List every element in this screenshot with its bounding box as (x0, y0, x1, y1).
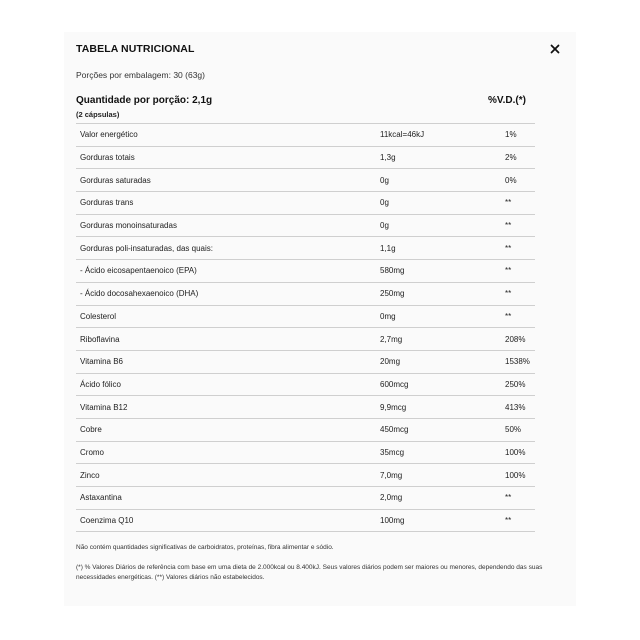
table-row (76, 464, 535, 487)
nutrient-daily-value: ** (505, 198, 512, 208)
nutrition-table-panel (64, 32, 576, 606)
table-row (76, 147, 535, 170)
nutrient-amount: 1,1g (380, 243, 396, 253)
nutrient-daily-value: 413% (505, 402, 526, 412)
nutrient-daily-value: ** (505, 289, 512, 299)
nutrient-daily-value: 100% (505, 470, 526, 480)
table-row (76, 215, 535, 238)
nutrient-amount: 20mg (380, 357, 401, 367)
nutrient-amount: 0g (380, 175, 389, 185)
nutrient-amount: 1,3g (380, 153, 396, 163)
nutrient-daily-value: ** (505, 311, 512, 321)
nutrient-name: Vitamina B12 (80, 402, 128, 412)
nutrient-daily-value: 0% (505, 175, 517, 185)
footnote-nutrients: Não contém quantidades significativas de carboidratos, proteínas, fibra alimentar e sódio. (76, 544, 334, 551)
nutrient-amount: 450mcg (380, 425, 409, 435)
nutrient-amount: 100mg (380, 516, 405, 526)
nutrient-daily-value: ** (505, 516, 512, 526)
table-row (76, 283, 535, 306)
nutrient-daily-value: 100% (505, 447, 526, 457)
table-row (76, 351, 535, 374)
nutrient-amount: 35mcg (380, 447, 405, 457)
nutrient-amount: 600mcg (380, 379, 409, 389)
table-row (76, 374, 535, 397)
nutrient-name: Gorduras saturadas (80, 175, 151, 185)
nutrient-daily-value: 208% (505, 334, 526, 344)
table-row (76, 442, 535, 465)
nutrient-daily-value: 2% (505, 153, 517, 163)
close-icon (548, 42, 562, 56)
nutrient-name: - Ácido docosahexaenoico (DHA) (80, 289, 199, 299)
daily-value-header: %V.D.(*) (488, 95, 526, 106)
nutrient-daily-value: 1% (505, 130, 517, 140)
nutrient-name: Colesterol (80, 311, 117, 321)
table-row (76, 306, 535, 329)
nutrient-daily-value: ** (505, 243, 512, 253)
nutrient-amount: 2,0mg (380, 493, 403, 503)
nutrient-daily-value: 1538% (505, 357, 530, 367)
nutrient-amount: 250mg (380, 289, 405, 299)
nutrient-name: Gorduras monoinsaturadas (80, 221, 177, 231)
nutrient-amount: 0g (380, 221, 389, 231)
footnote-daily-values: (*) % Valores Diários de referência com base em uma dieta de 2.000kcal ou 8.400kJ. Seus valores diários podem ser maiores ou menores, dependendo das suas necessidades energéticas. (**) Valores diários não estabelecidos. (76, 564, 543, 581)
nutrient-amount: 11kcal=46kJ (380, 130, 425, 140)
table-row (76, 396, 535, 419)
nutrient-name: Riboflavina (80, 334, 120, 344)
nutrient-amount: 0g (380, 198, 389, 208)
table-row (76, 124, 535, 147)
table-row (76, 419, 535, 442)
nutrient-name: - Ácido eicosapentaenoico (EPA) (80, 266, 197, 276)
table-row (76, 237, 535, 260)
serving-quantity-subtitle: (2 cápsulas) (76, 110, 120, 119)
nutrient-amount: 2,7mg (380, 334, 403, 344)
servings-per-package: Porções por embalagem: 30 (63g) (76, 70, 205, 80)
nutrient-daily-value: ** (505, 221, 512, 231)
table-row (76, 510, 535, 533)
nutrition-rows (76, 123, 535, 532)
nutrient-name: Gorduras poli-insaturadas, das quais: (80, 243, 213, 253)
nutrient-daily-value: ** (505, 266, 512, 276)
nutrient-name: Gorduras totais (80, 153, 135, 163)
nutrient-name: Gorduras trans (80, 198, 134, 208)
nutrient-name: Cromo (80, 447, 105, 457)
nutrient-amount: 7,0mg (380, 470, 403, 480)
table-row (76, 328, 535, 351)
panel-title: TABELA NUTRICIONAL (76, 43, 195, 55)
nutrient-amount: 0mg (380, 311, 396, 321)
table-row (76, 192, 535, 215)
table-row (76, 487, 535, 510)
nutrient-daily-value: 50% (505, 425, 522, 435)
nutrient-name: Valor energético (80, 130, 138, 140)
nutrient-daily-value: 250% (505, 379, 526, 389)
table-row (76, 169, 535, 192)
serving-quantity-title: Quantidade por porção: 2,1g (76, 95, 213, 106)
nutrient-name: Zinco (80, 470, 100, 480)
nutrient-name: Ácido fólico (80, 379, 121, 389)
nutrient-name: Astaxantina (80, 493, 122, 503)
nutrient-name: Vitamina B6 (80, 357, 123, 367)
nutrient-name: Coenzima Q10 (80, 516, 134, 526)
nutrient-amount: 580mg (380, 266, 405, 276)
nutrient-daily-value: ** (505, 493, 512, 503)
close-button[interactable] (548, 42, 562, 56)
table-row (76, 260, 535, 283)
nutrient-name: Cobre (80, 425, 102, 435)
nutrient-amount: 9,9mcg (380, 402, 407, 412)
